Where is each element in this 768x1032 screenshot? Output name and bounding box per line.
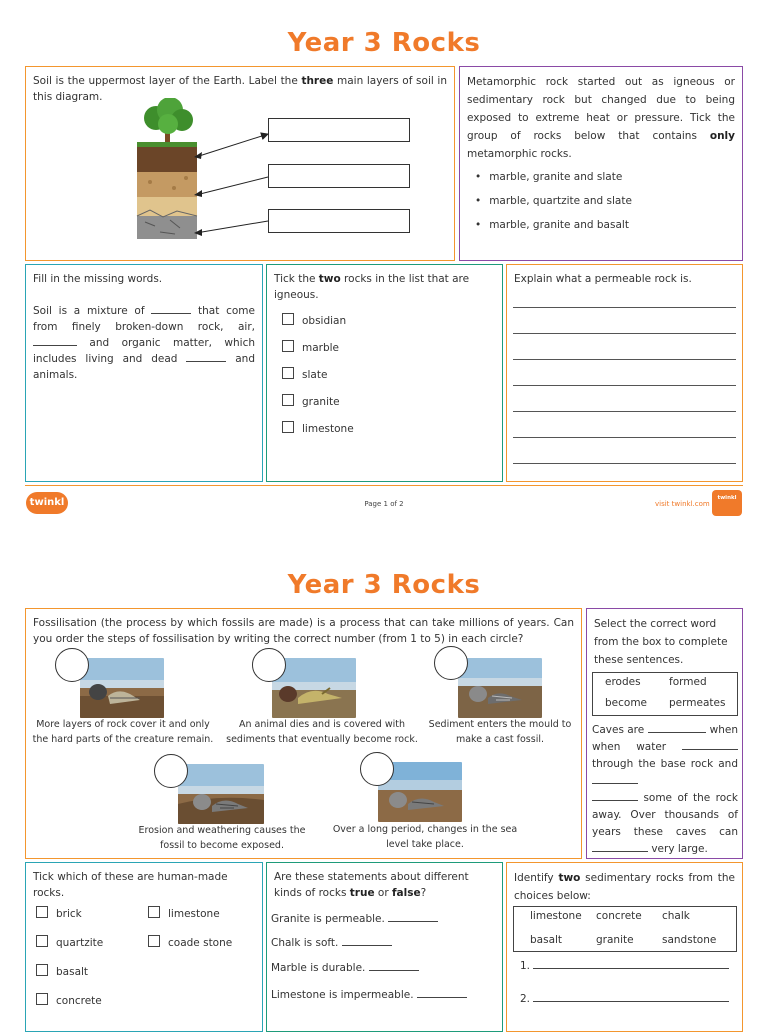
answer-blank[interactable] — [369, 970, 419, 971]
fossil-caption-3: Sediment enters the mould to make a cast fossil. — [428, 719, 572, 745]
soil-label-box-3[interactable] — [268, 209, 410, 233]
igneous-option-2[interactable]: marble — [282, 340, 495, 356]
human-made-option-3[interactable]: basalt — [36, 964, 88, 978]
igneous-option-1[interactable]: obsidian — [282, 313, 495, 329]
fossil-scene-1 — [80, 658, 164, 718]
answer-line[interactable] — [513, 463, 736, 464]
caves-text: Caves are when when water through the base rock and some of the rock away. Over thousands of years these caves can very large. — [592, 724, 739, 855]
sedimentary-word-box — [513, 906, 737, 952]
human-made-heading: Tick which of these are human-made rocks. — [33, 871, 228, 899]
checkbox[interactable] — [148, 906, 160, 918]
blank-caves-1[interactable] — [648, 732, 706, 733]
blank-caves-2[interactable] — [682, 749, 738, 750]
fossil-caption-2: An animal dies and is covered with sediments that eventually become rock. — [226, 719, 418, 745]
permeable-heading: Explain what a permeable rock is. — [514, 273, 692, 285]
missing-words-box — [25, 264, 263, 482]
checkbox[interactable] — [282, 394, 294, 406]
answer-line[interactable] — [513, 333, 736, 334]
missing-words-text: Soil is a mixture of that come from finely broken-down rock, air, and organic matter, which includes living and dead and animals. — [33, 305, 255, 381]
fossil-scene-4 — [178, 764, 264, 824]
soil-arrows — [190, 125, 270, 240]
igneous-option-4[interactable]: granite — [282, 394, 495, 410]
rock-choice: granite — [596, 934, 634, 946]
answer-blank[interactable] — [533, 1001, 729, 1002]
fossil-caption-4: Erosion and weathering causes the fossil to become exposed. — [138, 825, 306, 851]
soil-text: Soil is the uppermost layer of the Earth. Label the three main layers of soil in this diagram. — [33, 75, 447, 103]
answer-line[interactable] — [513, 385, 736, 386]
blank-caves-3[interactable] — [592, 783, 638, 784]
fossil-scene-3 — [458, 658, 542, 718]
order-circle-5[interactable] — [360, 752, 394, 786]
blank-3[interactable] — [186, 361, 226, 362]
metamorphic-option-2[interactable]: • marble, quartzite and slate — [475, 193, 735, 209]
answer-blank[interactable] — [533, 968, 729, 969]
fossil-caption-5: Over a long period, changes in the sea level take place. — [332, 824, 518, 850]
igneous-box — [266, 264, 503, 482]
rock-choice: basalt — [530, 934, 563, 946]
blank-caves-4[interactable] — [592, 800, 638, 801]
word-option: formed — [669, 676, 707, 688]
twinkl-logo: twinkl — [26, 492, 68, 514]
order-circle-4[interactable] — [154, 754, 188, 788]
soil-label-box-1[interactable] — [268, 118, 410, 142]
sedimentary-text: Identify two sedimentary rocks from the choices below: — [514, 872, 735, 902]
checkbox[interactable] — [282, 340, 294, 352]
answer-1: 1. — [520, 960, 736, 972]
checkbox[interactable] — [282, 313, 294, 325]
igneous-option-5[interactable]: limestone — [282, 421, 495, 437]
footer-line — [25, 485, 743, 486]
rock-choice: limestone — [530, 910, 582, 922]
answer-blank[interactable] — [417, 997, 467, 998]
word-option: erodes — [605, 676, 641, 688]
caves-word-box — [592, 672, 738, 716]
answer-2: 2. — [520, 993, 736, 1005]
metamorphic-box — [459, 66, 743, 261]
metamorphic-text: Metamorphic rock started out as igneous or sedimentary rock but changed due to being exposed to extreme heat or pressure. Tick the group of rocks below that contains only metamorphic rocks. — [467, 76, 735, 160]
checkbox[interactable] — [36, 906, 48, 918]
answer-blank[interactable] — [388, 921, 438, 922]
order-circle-3[interactable] — [434, 646, 468, 680]
word-option: become — [605, 697, 648, 709]
blank-1[interactable] — [151, 313, 191, 314]
rock-choice: sandstone — [662, 934, 717, 946]
blank-2[interactable] — [33, 345, 77, 346]
answer-line[interactable] — [513, 411, 736, 412]
order-circle-1[interactable] — [55, 648, 89, 682]
igneous-option-3[interactable]: slate — [282, 367, 495, 383]
statement-1: Granite is permeable. — [271, 913, 438, 925]
igneous-text: Tick the two rocks in the list that are igneous. — [274, 273, 470, 301]
human-made-option-5[interactable]: limestone — [148, 906, 220, 920]
page-title-2: Year 3 Rocks — [287, 570, 481, 600]
twinkl-badge: twinkl — [712, 490, 742, 516]
metamorphic-option-3[interactable]: • marble, granite and basalt — [475, 217, 735, 233]
order-circle-2[interactable] — [252, 648, 286, 682]
answer-blank[interactable] — [342, 945, 392, 946]
checkbox[interactable] — [36, 964, 48, 976]
human-made-option-1[interactable]: brick — [36, 906, 82, 920]
word-option: permeates — [669, 697, 726, 709]
soil-label-box-2[interactable] — [268, 164, 410, 188]
missing-words-heading: Fill in the missing words. — [33, 273, 163, 285]
fossil-caption-1: More layers of rock cover it and only the hard parts of the creature remain. — [32, 719, 214, 745]
caves-intro: Select the correct word from the box to complete these sentences. — [594, 618, 728, 666]
rock-choice: concrete — [596, 910, 642, 922]
page-number: Page 1 of 2 — [364, 500, 404, 508]
statement-4: Limestone is impermeable. — [271, 989, 467, 1001]
footer-url: visit twinkl.com — [655, 500, 710, 508]
checkbox[interactable] — [36, 993, 48, 1005]
fossil-intro: Fossilisation (the process by which fossils are made) is a process that can take millions of years. Can you order the steps of fossilisation by writing the correct number (from 1 to 5) in each circle? — [33, 617, 574, 645]
human-made-option-2[interactable]: quartzite — [36, 935, 103, 949]
true-false-text: Are these statements about different kinds of rocks true or false? — [274, 871, 469, 899]
permeable-box — [506, 264, 743, 482]
answer-line[interactable] — [513, 359, 736, 360]
statement-2: Chalk is soft. — [271, 937, 392, 949]
human-made-option-4[interactable]: concrete — [36, 993, 102, 1007]
page-title: Year 3 Rocks — [287, 28, 481, 58]
checkbox[interactable] — [36, 935, 48, 947]
blank-caves-5[interactable] — [592, 851, 648, 852]
statement-3: Marble is durable. — [271, 962, 419, 974]
human-made-option-6[interactable]: coade stone — [148, 935, 232, 949]
rock-choice: chalk — [662, 910, 690, 922]
checkbox[interactable] — [282, 421, 294, 433]
checkbox[interactable] — [148, 935, 160, 947]
answer-line[interactable] — [513, 437, 736, 438]
metamorphic-option-1[interactable]: • marble, granite and slate — [475, 169, 735, 185]
answer-line[interactable] — [513, 307, 736, 308]
checkbox[interactable] — [282, 367, 294, 379]
